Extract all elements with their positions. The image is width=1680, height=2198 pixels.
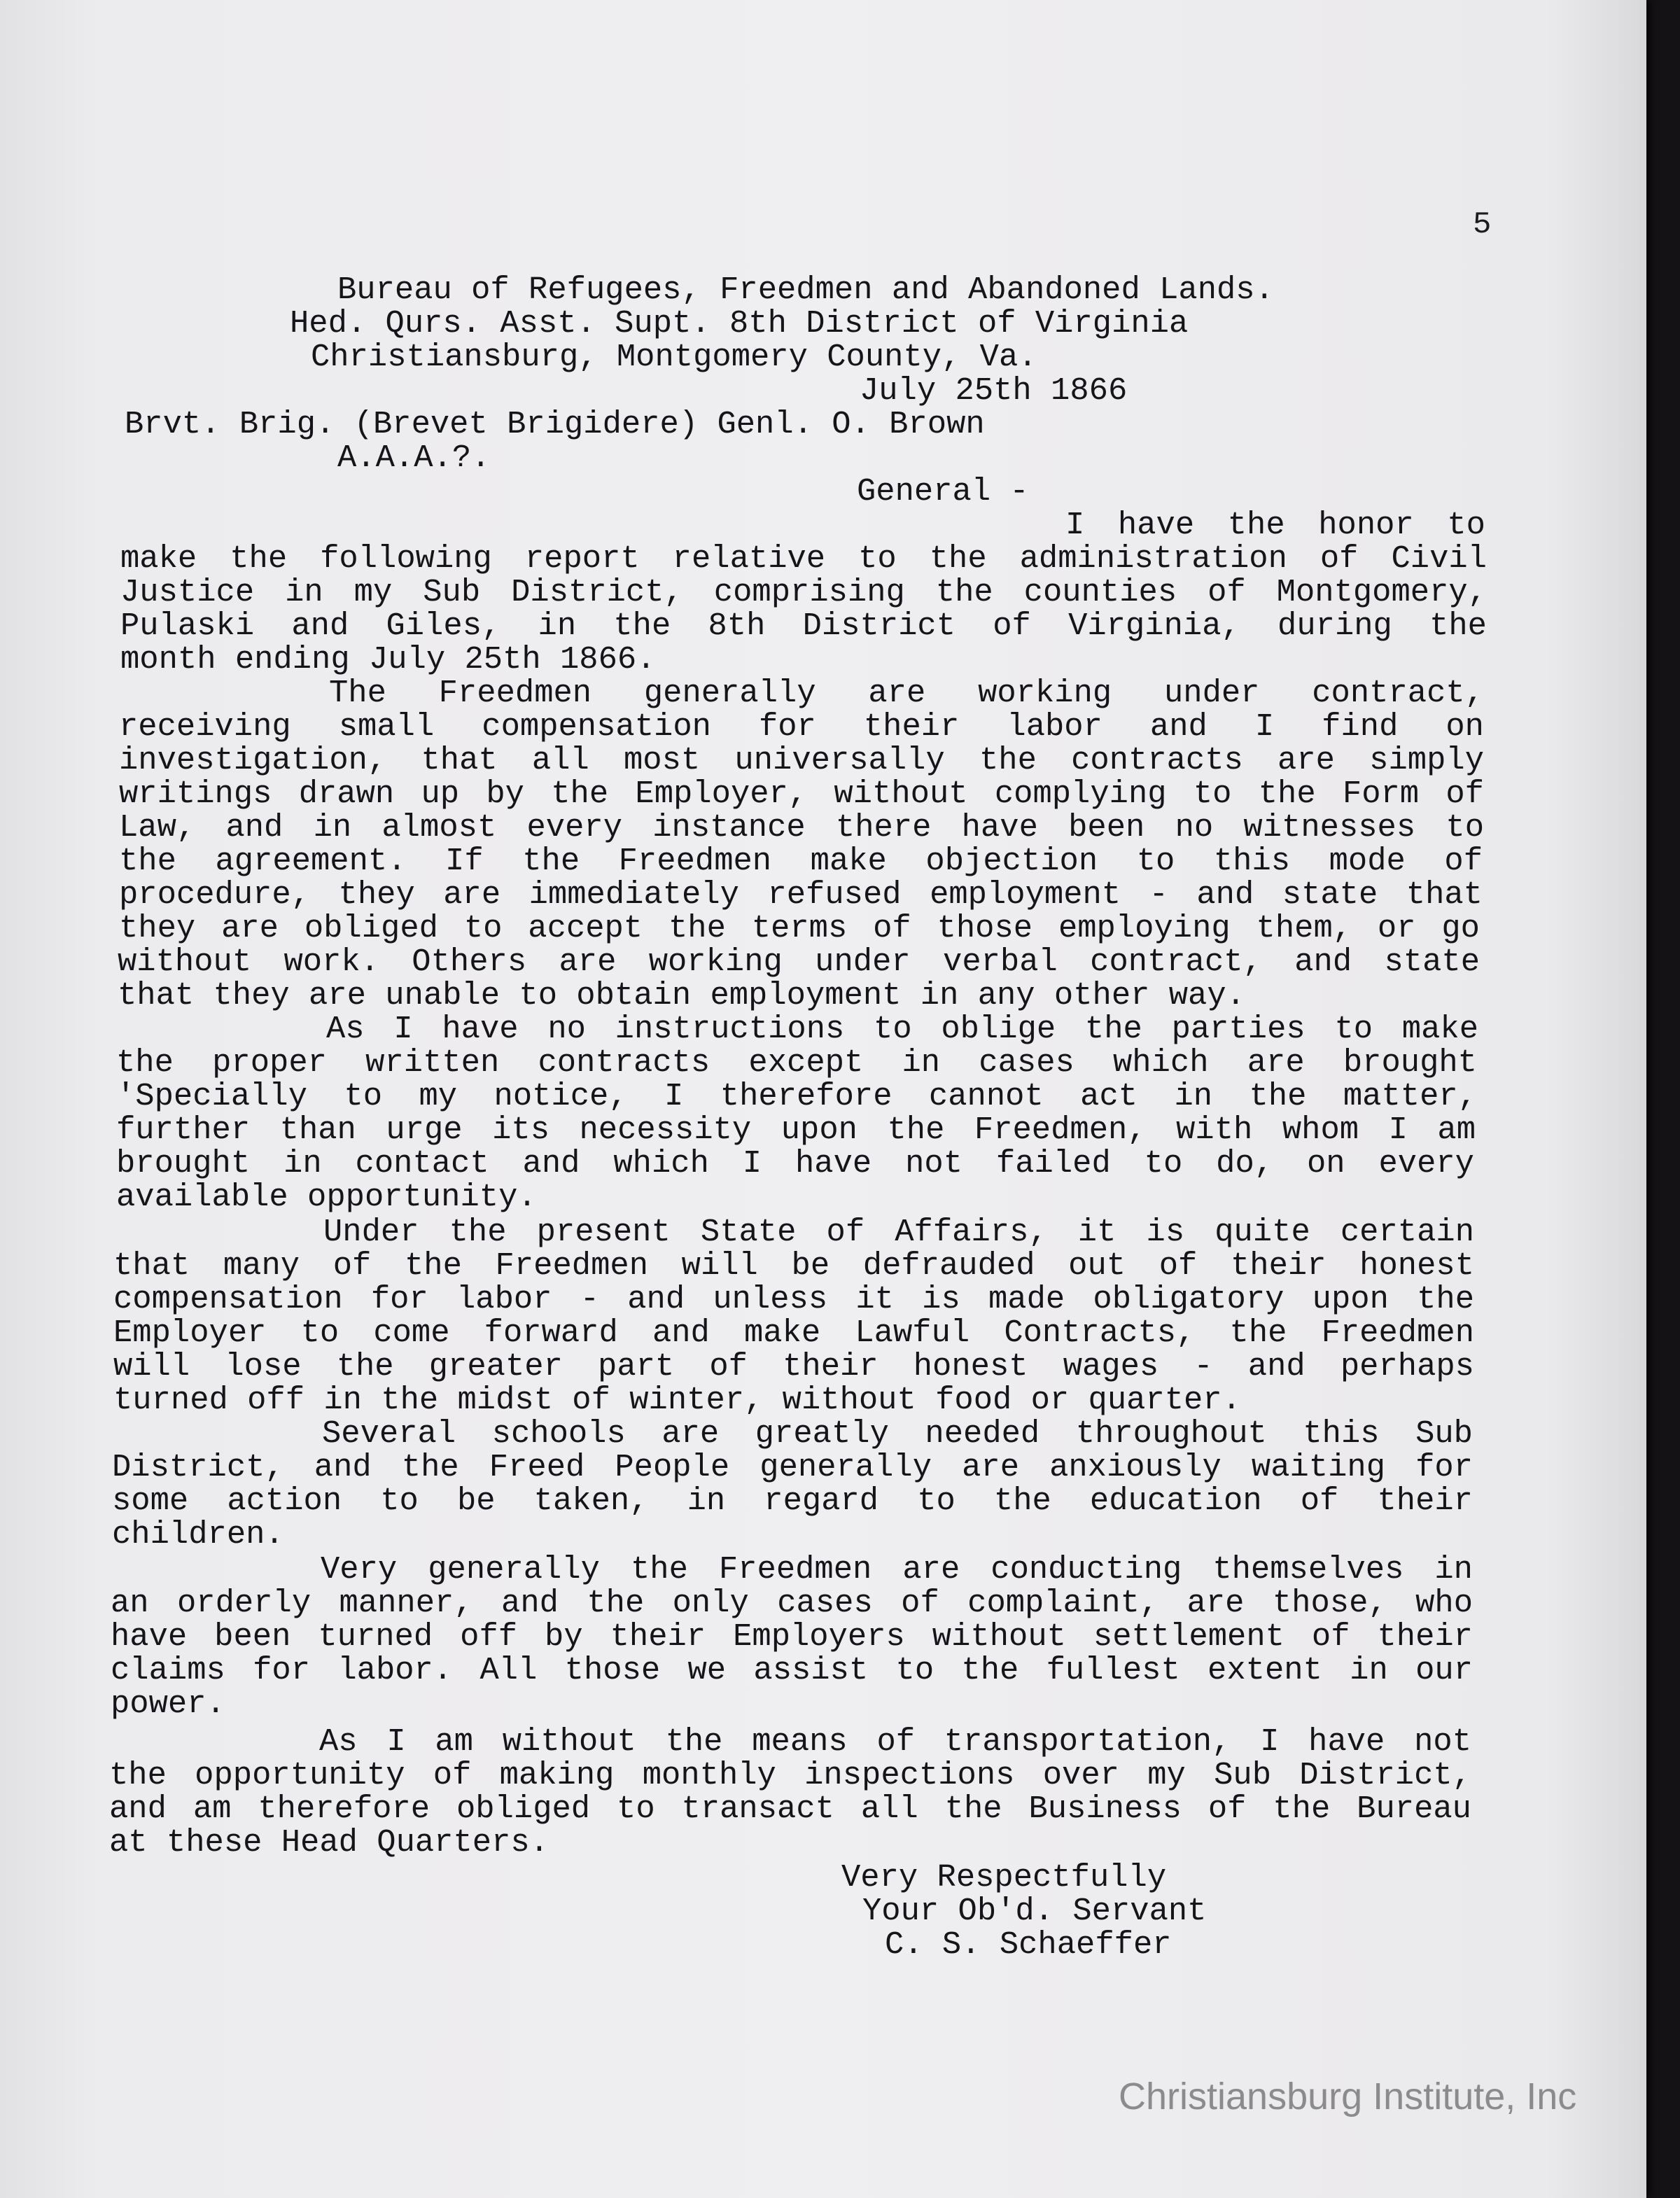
addressee-line: A.A.A.?. (337, 440, 491, 476)
body-line: the proper written contracts except in cases which are brought (116, 1044, 1477, 1081)
body-line: compensation for labor - and unless it is made obligatory upon the (113, 1281, 1474, 1317)
body-line: have been turned off by their Employers without settlement of their (111, 1618, 1473, 1655)
body-line: month ending July 25th 1866. (120, 641, 656, 678)
body-line: children. (112, 1516, 284, 1553)
body-line: some action to be taken, in regard to the education of their (112, 1483, 1473, 1519)
body-line: power. (111, 1686, 225, 1722)
page-number: 5 (1473, 207, 1492, 242)
date-line: July 25th 1866 (860, 372, 1128, 409)
body-line: without work. Others are working under verbal contract, and state (118, 944, 1480, 980)
heading-line: Bureau of Refugees, Freedmen and Abandoned Lands. (337, 272, 1274, 308)
body-line: turned off in the midst of winter, without food or quarter. (113, 1382, 1241, 1418)
body-line: an orderly manner, and the only cases of complaint, are those, who (111, 1585, 1473, 1621)
body-line: As I am without the means of transportation, I have not (319, 1723, 1471, 1760)
body-line: 'Specially to my notice, I therefore cannot act in the matter, (116, 1078, 1477, 1114)
body-line: District, and the Freed People generally are anxiously waiting for (112, 1449, 1473, 1485)
body-line: Employer to come forward and make Lawful Contracts, the Freedmen (113, 1315, 1474, 1351)
body-line: I have the honor to (1065, 507, 1485, 543)
body-line: As I have no instructions to oblige the parties to make (326, 1011, 1478, 1047)
body-line: claims for labor. All those we assist to the fullest extent in our (111, 1652, 1473, 1688)
closing-line: Very Respectfully (841, 1859, 1167, 1896)
body-line: that many of the Freedmen will be defrauded out of their honest (113, 1247, 1474, 1284)
body-line: further than urge its necessity upon the Freedmen, with whom I am (116, 1112, 1476, 1148)
body-line: brought in contact and which I have not failed to do, on every (116, 1145, 1474, 1182)
body-line: the agreement. If the Freedmen make objection to this mode of (119, 843, 1483, 879)
body-line: Law, and in almost every instance there have been no witnesses to (119, 809, 1484, 846)
body-line: Under the present State of Affairs, it is quite certain (323, 1214, 1474, 1250)
body-line: and am therefore obliged to transact all the Business of the Bureau (109, 1791, 1471, 1827)
body-line: Justice in my Sub District, comprising the counties of Montgomery, (120, 574, 1487, 610)
salutation: General - (857, 473, 1029, 510)
addressee-line: Brvt. Brig. (Brevet Brigidere) Genl. O. Brown (125, 406, 985, 442)
closing-line: Your Ob'd. Servant (862, 1893, 1207, 1929)
heading-line: Christiansburg, Montgomery County, Va. (311, 339, 1037, 375)
watermark: Christiansburg Institute, Inc (1119, 2076, 1577, 2118)
body-line: available opportunity. (116, 1179, 537, 1215)
body-line: procedure, they are immediately refused employment - and state that (119, 876, 1483, 913)
heading-line: Hed. Qurs. Asst. Supt. 8th District of Virginia (290, 305, 1189, 342)
body-line: the opportunity of making monthly inspections over my Sub District, (109, 1757, 1471, 1793)
body-line: make the following report relative to the administration of Civil (120, 540, 1487, 577)
body-line: receiving small compensation for their labor and I find on (119, 708, 1484, 745)
body-line: at these Head Quarters. (109, 1824, 550, 1861)
body-line: they are obliged to accept the terms of those employing them, or go (119, 910, 1480, 946)
body-line: Pulaski and Giles, in the 8th District of Virginia, during the (120, 608, 1487, 644)
body-line: Very generally the Freedmen are conducting themselves in (321, 1551, 1473, 1588)
body-line: writings drawn up by the Employer, without complying to the Form of (119, 776, 1484, 812)
body-line: will lose the greater part of their honest wages - and perhaps (113, 1348, 1474, 1385)
body-line: that they are unable to obtain employment in any other way. (118, 977, 1245, 1014)
signature: C. S. Schaeffer (885, 1926, 1172, 1963)
body-line: investigation, that all most universally the contracts are simply (119, 742, 1484, 778)
body-line: The Freedmen generally are working under contract, (329, 675, 1484, 711)
body-line: Several schools are greatly needed throughout this Sub (322, 1415, 1473, 1452)
